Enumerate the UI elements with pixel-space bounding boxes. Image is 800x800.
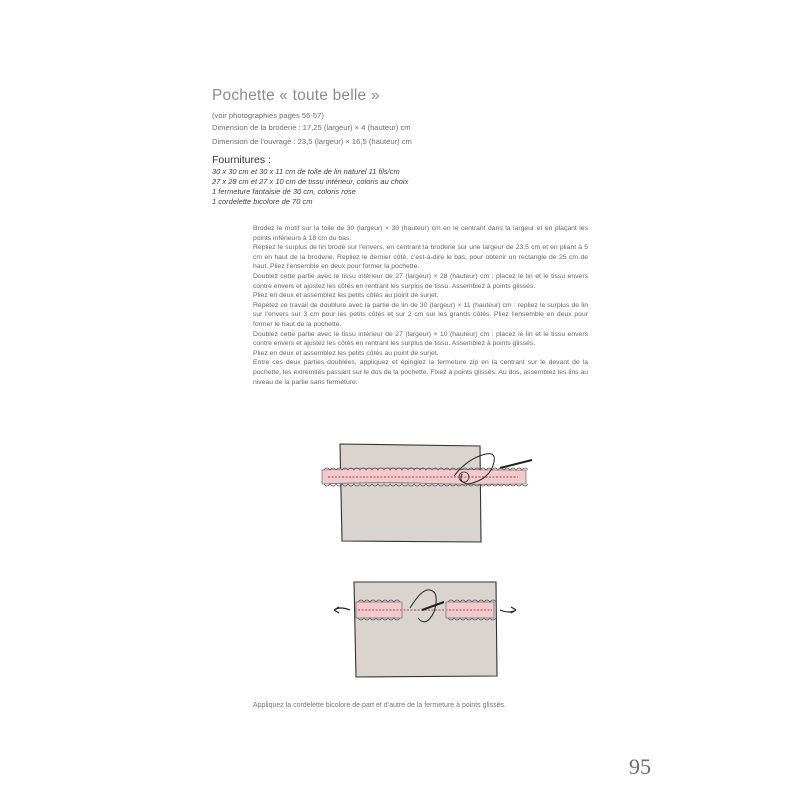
instruction-paragraph: Pliez en deux et assemblez les petits côtés au point de surjet. [253,292,439,300]
arrow-right-icon [500,607,516,613]
page-number: 95 [629,754,651,779]
instruction-paragraph: Doublez cette partie avec le tissu intérieur de 27 (largeur) × 10 (hauteur) cm : placez le lin et le tissu envers contre envers et ajustez les côtés en rentrant les surplus de tissu. Assemblez à points glissés. [253,330,588,348]
supply-item: 27 x 28 cm et 27 x 10 cm de tissu intérieur, coloris au choix [212,177,409,186]
embroidery-dimension: Dimension de la broderie : 17,25 (largeur) × 4 (hauteur) cm [212,123,411,132]
instruction-paragraph: Doublez cette partie avec le tissu intérieur de 27 (largeur) × 28 (hauteur) cm : placez le lin et le tissu envers contre envers et ajustez les côtés en rentrant les surplus de tissu. Assemblez à points glissés. [253,272,588,290]
supply-item: 30 x 30 cm et 30 x 11 cm de toile de lin naturel 11 fils/cm [212,167,400,176]
instruction-paragraph: Pliez en deux et assemblez les petits côtés au point de surjet. [253,349,439,357]
supply-item: 1 cordelette bicolore de 70 cm [212,197,313,206]
work-dimension: Dimension de l’ouvrage : 23,5 (largeur) × 16,5 (hauteur) cm [212,137,412,146]
supplies-heading: Fournitures : [212,154,271,166]
linen-panel [354,582,497,677]
zipper-attach-illustration [326,578,522,680]
instruction-paragraph: Entre ces deux parties doublées, appliquez et épinglez la fermeture zip en la centrant sur le devant de la pochette, les extrémités passant sur le dos de la pochette. Fixez à points glissés. Au dos, assemblez les lins au niveau de la partie sans fermeture. [253,359,588,386]
supplies-section [212,154,408,207]
instructions [253,224,588,387]
supply-item: 1 fermeture fantaisie de 30 cm, coloris rose [212,187,356,196]
photos-reference: (voir photographies pages 56-57) [212,111,324,120]
instruction-paragraph: Brodez le motif sur la toile de 30 (largeur) × 30 (hauteur) cm en le centrant dans la largeur et en plaçant les points inférieurs à 18 cm du bas. [253,225,588,242]
arrow-left-icon [334,607,350,613]
linen-panel [340,444,481,542]
zipper-sewing-illustration [318,440,550,545]
instruction-paragraph: Repliez le surplus de lin brodé sur l’envers, en centrant la broderie sur une largeur de 23,5 cm et en pliant à 5 cm en haut de la broderie. Repliez le dernier côté, c’est-à-dire le bas, pour obtenir un rectangle de 25 cm de haut. Pliez l’ensemble en deux pour former la pochette. [253,244,588,271]
page-title: Pochette « toute belle » [212,87,380,104]
instruction-paragraph: Répétez ce travail de doublure avec la partie de lin de 30 (largeur) × 11 (hauteur) cm : repliez le surplus de lin sur l’envers sur 3 cm pour les petits côtés et sur 2 cm sur les grands côtés. Pliez l’ensemble en deux pour former le haut de la pochette. [253,301,588,328]
needle-icon [500,460,532,468]
illustration-caption: Appliquez la cordelette bicolore de part et d’autre de la fermeture à points glissés. [253,702,506,709]
